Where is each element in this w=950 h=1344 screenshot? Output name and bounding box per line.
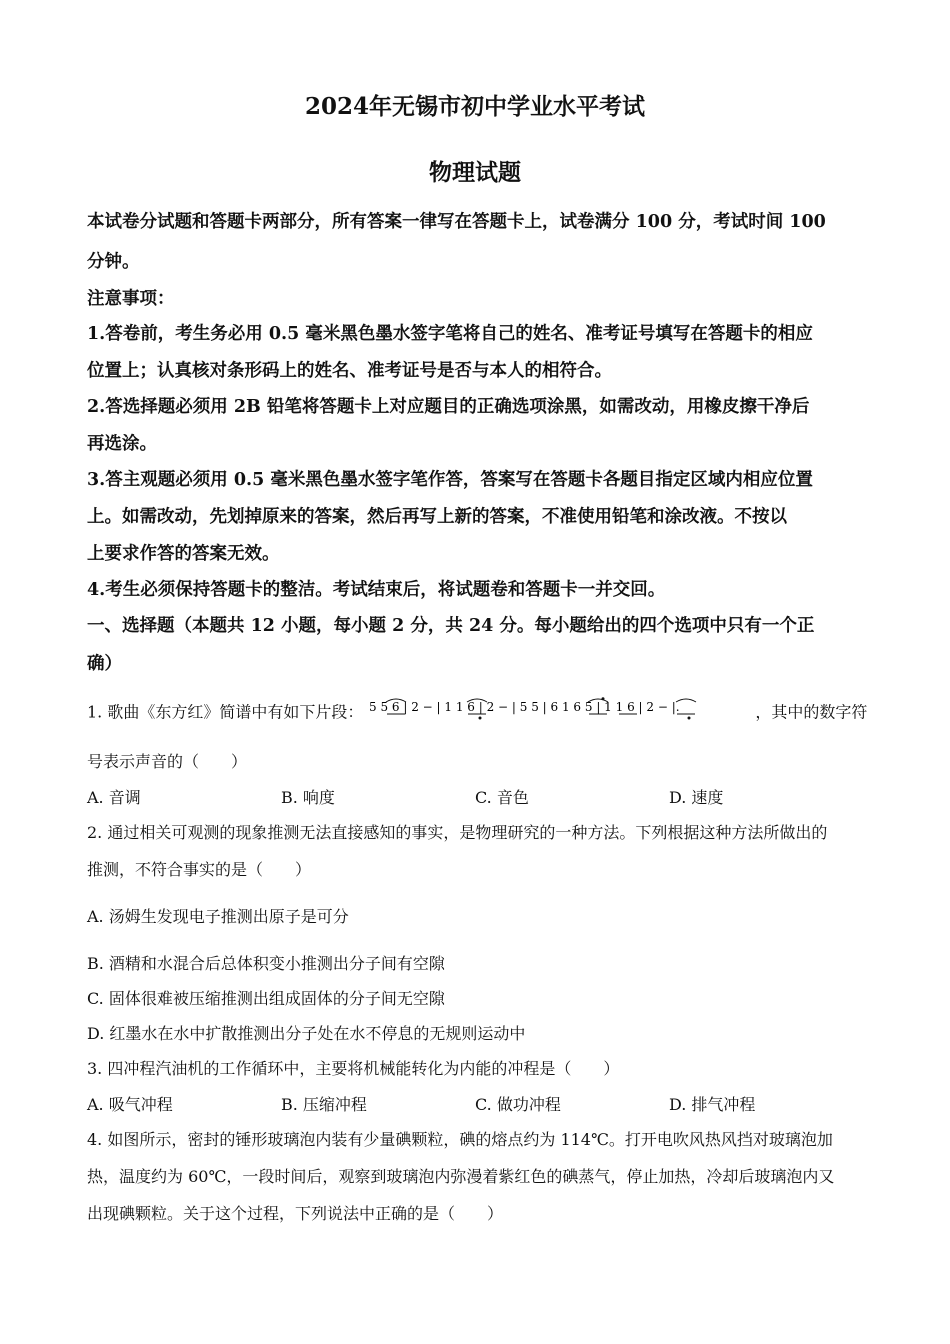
question-1-option-c: C. 音色 <box>475 788 529 807</box>
section-1-heading-line-1: 一、选择题（本题共 12 小题，每小题 2 分，共 24 分。每小题给出的四个选项中只有一个正 <box>87 616 815 636</box>
question-2-option-b: B. 酒精和水混合后总体积变小推测出分子间有空隙 <box>87 954 445 973</box>
exam-subtitle: 物理试题 <box>429 159 521 186</box>
question-4-line-3: 出现碘颗粒。关于这个过程，下列说法中正确的是（ ） <box>87 1204 504 1223</box>
question-3-option-d: D. 排气冲程 <box>669 1095 756 1114</box>
note-2-line-2: 再选涂。 <box>87 434 157 454</box>
note-3-line-3: 上要求作答的答案无效。 <box>87 544 280 564</box>
question-2-option-d: D. 红墨水在水中扩散推测出分子处在水不停息的无规则运动中 <box>87 1024 526 1043</box>
note-1-line-2: 位置上；认真核对条形码上的姓名、准考证号是否与本人的相符合。 <box>87 361 612 381</box>
note-4: 4.考生必须保持答题卡的整洁。考试结束后，将试题卷和答题卡一并交回。 <box>87 580 666 600</box>
question-3-line-1: 3. 四冲程汽油机的工作循环中，主要将机械能转化为内能的冲程是（ ） <box>87 1059 620 1078</box>
question-2-line-2: 推测，不符合事实的是（ ） <box>87 860 312 879</box>
question-3-option-a: A. 吸气冲程 <box>87 1095 173 1114</box>
question-1-prefix: 1. 歌曲《东方红》简谱中有如下片段： <box>87 702 364 722</box>
section-1-heading-line-2: 确） <box>87 654 122 674</box>
notes-heading: 注意事项： <box>87 289 175 309</box>
question-2-line-1: 2. 通过相关可观测的现象推测无法直接感知的事实，是物理研究的一种方法。下列根据这种方法所做出的 <box>87 823 828 842</box>
question-2-option-a: A. 汤姆生发现电子推测出原子是可分 <box>87 907 349 926</box>
question-1-line-2: 号表示声音的（ ） <box>87 752 248 771</box>
intro-line-2: 分钟。 <box>87 252 140 272</box>
note-3-line-1: 3.答主观题必须用 0.5 毫米黑色墨水签字笔作答，答案写在答题卡各题目指定区域内相应位置 <box>87 470 813 490</box>
intro-line-1: 本试卷分试题和答题卡两部分，所有答案一律写在答题卡上，试卷满分 100 分，考试时间 100 <box>87 212 826 232</box>
question-1-option-b: B. 响度 <box>281 788 335 807</box>
notation-image <box>367 697 751 725</box>
notation-text: 5 5 6 | 2 − | 1 1 6 | 2 − | 5 5 | 6 1 6 5 | 1 1 6 | 2 − |. <box>369 700 680 714</box>
question-1-option-d: D. 速度 <box>669 788 724 807</box>
question-4-line-1: 4. 如图所示，密封的锤形玻璃泡内装有少量碘颗粒，碘的熔点约为 114℃。打开电吹风热风挡对玻璃泡加 <box>87 1130 833 1149</box>
exam-title: 2024年无锡市初中学业水平考试 <box>304 93 645 120</box>
question-3-option-b: B. 压缩冲程 <box>281 1095 367 1114</box>
question-1-suffix: ，其中的数字符 <box>755 702 868 722</box>
note-3-line-2: 上。如需改动，先划掉原来的答案，然后再写上新的答案，不准使用铅笔和涂改液。不按以 <box>87 507 787 527</box>
question-3-option-c: C. 做功冲程 <box>475 1095 561 1114</box>
note-1-line-1: 1.答卷前，考生务必用 0.5 毫米黑色墨水签字笔将自己的姓名、准考证号填写在答题卡的相应 <box>87 324 813 344</box>
note-2-line-1: 2.答选择题必须用 2B 铅笔将答题卡上对应题目的正确选项涂黑，如需改动，用橡皮擦干净后 <box>87 397 810 417</box>
question-4-line-2: 热，温度约为 60℃，一段时间后，观察到玻璃泡内弥漫着紫红色的碘蒸气，停止加热，冷却后玻璃泡内又 <box>87 1167 835 1186</box>
numbered-musical-notation <box>367 697 751 729</box>
question-1-option-a: A. 音调 <box>87 788 141 807</box>
question-2-option-c: C. 固体很难被压缩推测出组成固体的分子间无空隙 <box>87 989 445 1008</box>
question-1-line-1 <box>87 697 867 729</box>
